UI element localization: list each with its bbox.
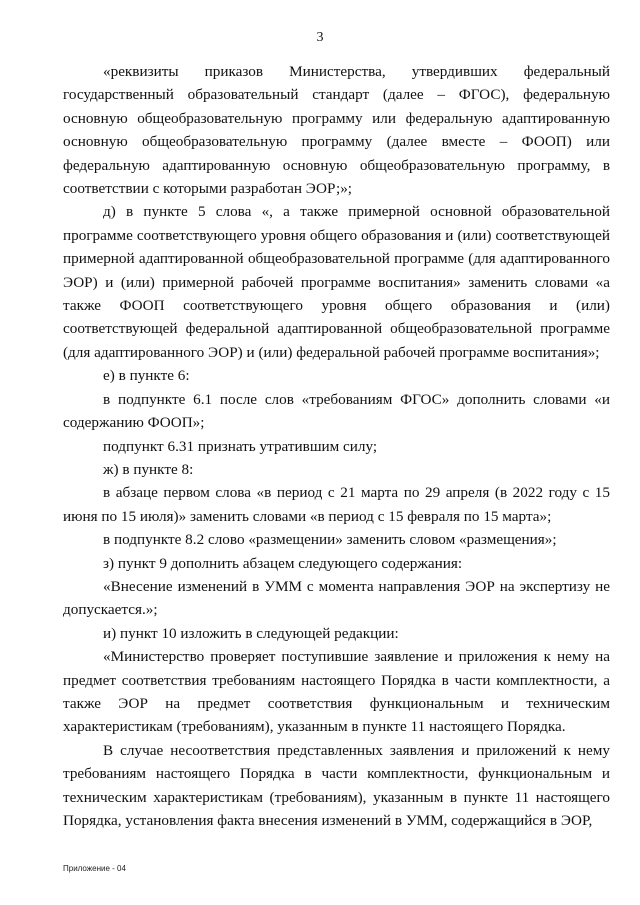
paragraph-item-zh: ж) в пункте 8: — [103, 460, 194, 478]
paragraph-ministry-checks: «Министерство проверяет поступившие заявление и приложения к нему на предмет соответствия требованиям настоящего Порядка в части комплектности, а также ЭОР на предмет соответствия функциональным и техническим характеристикам (требованиям), указанным в пункте 11 настоящего Порядка. — [63, 648, 610, 736]
paragraph-subitem-6-1: в подпункте 6.1 после слов «требованиям ФГОС» дополнить словами «и содержанию ФООП»; — [63, 390, 610, 432]
page-number: 3 — [316, 30, 324, 45]
document-body — [63, 60, 610, 832]
paragraph-in-case: В случае несоответствия представленных заявления и приложений к нему требованиям настоящего Порядка в части комплектности, функциональным и техническим характеристикам (требованиям), указанным в пункте 11 настоящего Порядка, установления факта внесения изменений в УММ, содержащийся в ЭОР, — [63, 741, 610, 829]
paragraph-requisites: «реквизиты приказов Министерства, утвердивших федеральный государственный образовательный стандарт (далее – ФГОС), федеральную основную общеобразовательную программу или федеральную адаптированную основную общеобразовательную программу (далее вместе – ФООП) или федеральную адаптированную основную общеобразовательную программу, в соответствии с которыми разработан ЭОР;»; — [63, 63, 610, 198]
footer-label: Приложение - 04 — [63, 864, 126, 873]
paragraph-item-i: и) пункт 10 изложить в следующей редакции: — [103, 624, 399, 642]
paragraph-item-d: д) в пункте 5 слова «, а также примерной основной образовательной программе соответствующего уровня общего образования и (или) соответствующей примерной адаптированной общеобразовательной программе (для адаптированного ЭОР) и (или) примерной рабочей программе воспитания» заменить словами «а также ФООП соответствующего уровня общего образования и (или) соответствующей федеральной адаптированной общеобразовательной программе (для адаптированного ЭОР) и (или) федеральной рабочей программе воспитания»; — [63, 203, 610, 361]
paragraph-subitem-8-2: в подпункте 8.2 слово «размещении» заменить словом «размещения»; — [103, 531, 557, 549]
paragraph-umm-changes: «Внесение изменений в УММ с момента направления ЭОР на экспертизу не допускается.»; — [63, 577, 610, 619]
paragraph-first-abzac: в абзаце первом слова «в период с 21 марта по 29 апреля (в 2022 году с 15 июня по 15 июля)» заменить словами «в период с 15 февраля по 15 марта»; — [63, 484, 610, 525]
paragraph-item-z: з) пункт 9 дополнить абзацем следующего содержания: — [103, 554, 463, 572]
paragraph-item-e: е) в пункте 6: — [103, 367, 190, 385]
paragraph-subitem-6-31: подпункт 6.31 признать утратившим силу; — [103, 437, 378, 455]
